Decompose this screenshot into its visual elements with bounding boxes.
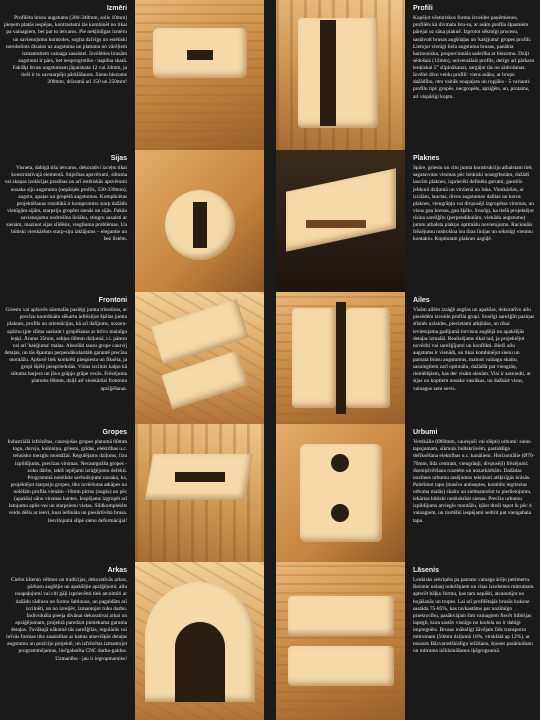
section-text-profiles	[409, 0, 540, 150]
section-heading: Arkas	[107, 567, 128, 574]
section-body: Lenkisks sekriņēts pa pamatu vainaga ārējo perimetru. Bezmie nelauj nokrišņiem un citas izcelsmes mitrumam aptecēt bāļķu formu, kas tam nepāšti, atcanotijot no bojāšanās un trupes. Lai arī profilētajās brusās koksne sastāda 75-85%, kas tavkastātns par nozīmīgo priekrocību, pasākvājam šim vainagiem fiecēt Sibīrijas lapegli, kura sastāv visnīgu no kodola un ir dabīgi impregnēts. Brusas mākslīgi žāvējam līdz transporta mitrumam (50mm dziļumā 18%, virsklātā ap 12%), ar nosauts Bāzvarotiškīslīgu iežūšanu, šņoses pasāmošanu un mitruma izlīdzināšanos iķšgrugsumā.	[412, 577, 534, 655]
section-body: Kopējot vēsturiskos formu izveides paņēmienus, profilēts kā divmalu bru-sa, ar asām profila šķautnēm pārejai uz sāna plaknē. Izprotot sēkmīgi procesu, sastāvoti brusas augšdaļas un 'kakļjuma' gropes profili. Lietojot vienīgi liela augstuma brusas, panākta harmoniska, proporcionāla saderība ar biezumu. Dziļi sēdošais (12mm), universālais profils, derīgs arī pārkaru lenķiskai 5° slīpinākanai, sargājot tās no sādrošanas. Izvēlei divu veidu profili: viens asāks, ar bruņu dažādību, otrs vairāk noapaļots un rupjāks - 5 varianti: profilu tipi: gropēs, necgropēts, apziģēts, un, protams, arī vispārīgi koptu.	[412, 15, 535, 100]
drilling-detail-photo-icon	[276, 424, 405, 562]
section-row-sizes	[0, 0, 540, 150]
section-heading: Ailes	[412, 297, 430, 304]
section-row-grooves	[0, 424, 540, 562]
section-body: Visneta, dabīgā tiša ietvaros, dekoratīvi izceļts tikai konstruktīvajā elementā. Stiprības apsvērumi, siltuma vai skaņas izolācijas prasības un arī estētiskās apsvērumi nosaka siju augstumu (nepārņēs profils, 230-330mm), augstu, apaļas un gropētā augstumos. Komplicētas projektēšanas rezultātā ir kompromiss starp dažādo vienīgām sijām, starpsiju gropēm sienās un sijās. Pakāu savienojumu nodrošina lielāku, stingru sasaisti ar sienām, mazinot sijas slīdēsis, viegliuma problēmas. Un būtiski vienkāršots starp-siju izklājums – elegantie un bez līstēm.	[4, 165, 128, 243]
section-body: Profilētu brusu augstums (200-340mm, solis 10mm) pieņem platās iespējas, kontrastami tās kombinēt no tikai pa vainagiem, bet pat to ietvaros. Pie nekļūdīgas izmēru un savienojumu kontroles, sogita dzīvīgs un estētiski norobežots dizains uz augstuma un platuma no vārēļiem izmantotiem vainaga sasaistei. Izvēlēties brusām augstumi ir pārs, bet nesprogrotiks - napilna skatā. Fakišķi brusu augstumam jāpaiskata 12 vai 24mm, ja tieši ir to savstarpējo pārklāšanos. Sienu biezums 200mm, drīzumā arī 150 un 250mm!	[4, 15, 128, 86]
opening-frame-photo-icon	[276, 292, 405, 424]
section-body: Industriālā izfrēzētas, caurejošas gropes platumā 60mm logu, durvju, koloniņu, griestu, grīdas, elektrības u.c. tehnisko mezglu montāžai. Regulējams dziļums, līzu izpildījums, precīzas virsmas. Necaurgožša gropes - zoku dārbs, taklš iepējami izrāģējumu defekti. Programmā noteiktie savbožojumi nosaka, ka, projektējot starpsiju gropes, tiks izvēršotas atkāpes no nolēlām profila vienām -10mm pirms (augša) un pēc (apakša) sānu virsmas kantes. Iespējams izgropēt arī latojumu aplis-vei un starpsienu vietas. Slīdkompleklts veido dēlis ar ieevi, kusi iellināta un piesārtīvēta brusa. Iesvilojumi slīpē sienu deformācijai!	[7, 439, 128, 524]
section-heading: Lāsenis	[412, 567, 440, 574]
groove-detail-photo-icon	[135, 424, 264, 562]
log-cross-section-photo-icon	[276, 0, 405, 150]
section-text-drilling	[409, 424, 540, 562]
section-row-arches	[0, 562, 540, 720]
section-heading: Plaknes	[412, 155, 440, 162]
beam-joint-photo-icon	[135, 150, 264, 292]
section-heading: Izmēri	[106, 5, 128, 12]
section-heading: Urbumi	[412, 429, 438, 436]
section-heading: Sijas	[110, 155, 128, 162]
section-body: Griestu vai apšuvēs sānmalās paslēpj jumta trīsstūros, ar precīzu koordinātu sēkartu iefrēzējot šķēlas jumta plaknes, profils un orientācijas, kā arī dalījums, nozaru-spārnu (pie slīma saskant i gropēšanas ar brīvo mainīgu leņķi. Ārams 35mm, sekļus 60mm dziļumā, t.i. pāmru vai arī 'kakļjuma' malas. Absolūti tausu grope caurvij detaļas, un tās šķautņu perpendikularitāti garantē precīzu montāžu. Apšuvē tiek konkrēti piespiesta un fiksēta, ja gropi šķēlē piespriedošās. Vidus izcilnis kalpo kā siltuma barjera un ļāva grāpju grāpe vecās. Frēzējuma platums 60mm, dziļš arī vienkāršai frontonu apzīģēšanai.	[4, 307, 128, 392]
section-body: Ciešot kliento vēlmes un tradīcijas, dekoratīvās arkas, pārkaru augšējie un apakšējie apziģējumi, ailu noapaļojumi vai citi gāļi izpriecēmi tiek atcolmīti ar dažādu rādiusu un formu šablonus, un pagaidām arī izcilnēti, un no izreljēv, izmantojot roku darbu. Individuāla pieeja divānai dekoratīvai arkai un apziģējumam, projektā paredzot pietiekama garuma detaļas. Tuvākajā nākotnē tās sarežģītās, regulārās vai brīvās formas tiks sasaistītas ar katras atsevišķās detaļas augstumu un pozīciju projektē, un izfrēzētas izmantojot programmējamus, liečgabarīta CNC darba-galdus. Uzmanību - jau ir iegropmamies!	[6, 577, 128, 662]
section-heading: Profili	[412, 5, 433, 12]
section-heading: Frontoni	[98, 297, 128, 304]
section-body: Vertikālie (Ø60mm, caurejoši vai slēpti) urbumi: sienu tapojumam, sīkmuls bultskrūvēm, pastiddīga defiksēšana elektrības u.c. kanāliem. Horizontālie (Ø70-70mm, līdz centram, viengrāņļi, divpusēji) frēzējumi: dzeniņšvēršana rozetēm un nozarkārbām. Dažādas nozīmes urbumu rasējumos tekrāsoti atšķirīgās krāsās. Paleliinot tapu (masīvs antiseptes, kombīts iegrieztas urbuma malās) skaitu un sielmantošot to piedietojumu, iekārtas būtiski nostiuktīsit sienas. Precīzs urbumu izpildījums atvieglo montāžu, kļūst droši tapot ik pēc 4 vainagiem, un tiortiški iespējami sedirit pat viengabala tapu.	[412, 439, 535, 524]
section-text-beams	[0, 150, 131, 292]
gable-joint-photo-icon	[135, 292, 264, 424]
section-text-gables	[0, 292, 131, 424]
drip-edge-photo-icon	[276, 562, 405, 720]
section-text-planes	[409, 150, 540, 292]
section-text-grooves	[0, 424, 131, 562]
section-heading: Gropes	[102, 429, 128, 436]
arch-detail-photo-icon	[135, 562, 264, 720]
section-text-arches	[0, 562, 131, 720]
section-text-sizes	[0, 0, 131, 150]
section-text-drip-edge	[409, 562, 540, 720]
roof-plane-photo-icon	[276, 150, 405, 292]
section-row-gables	[0, 292, 540, 424]
section-body: Visām ailēm izzāģē augšas un apakšas, dekoratīvo ailu piesēdēm izveido profila gropi. Svarīgi sarežģīti paziņas sīlsnēs uzlaides, piecietami atkļūdas, un tikai ievietojama gadījumā torvisus augšējā un apakšējās detaļas izmalāi. Realizējams tikai tad, ja projektējot novēršti vai sarežģījumi un konflikti. Bieži ailu augstums ir vienādi, un tikai kombinējot sienu un pamata brusu augstumus, mainot vainagu skaitu, sasniegtiem zarī optimālu, dažādāt pat viengrāņ, riemētiķiem, kas der visām sienām. Visi ir sasniedti, ar sijas un koptiem nosaka vasrākas, un dažkārt visus, vainagus zem sevis.	[412, 307, 535, 392]
section-row-beams	[0, 150, 540, 292]
section-body: Spāre, griestu un citu jumta konstrukciju atbalstam tiek sagatavotas virsmas pēc lenkiski nosegrbotām, dažādi laucim plaknes, izpriecēti definēta garumi, gandrīz jebkurā dziļumā un virzienā no loka. Vienkāršas, ar izcilām, lauctas, divos augstumos dalītas un koros plaknes, viengrāņļu vai divpusēji izgropētas virsmas, un visus gan krenas, gan šķēlo. Svarīgi, ka tiešā projektējot rīsina sarežģītu (perpendikulāru, vienādu augstumu) jumtu atbalsta plakņu optimālu novietojumu. Racionāls frēzējumu nodrošina īsu tīras līnijas un sekmīgi vienmu kontaktu. Koptiutam plaknes azgūļē.	[412, 165, 534, 243]
section-text-openings	[409, 292, 540, 424]
log-profile-photo-icon	[135, 0, 264, 150]
